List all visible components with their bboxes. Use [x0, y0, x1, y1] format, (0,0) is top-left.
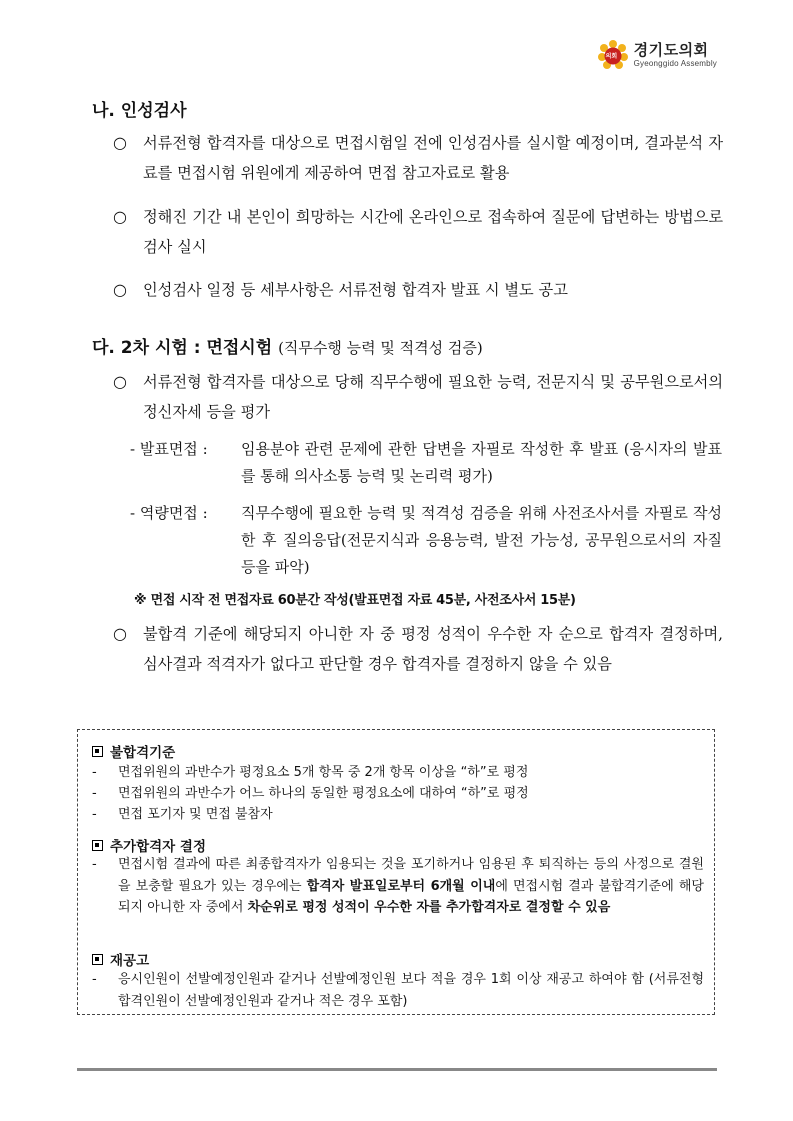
box-item-text: 면접위원의 과반수가 평정요소 5개 항목 중 2개 항목 이상을 “하”로 평정 [118, 765, 529, 780]
assembly-seal-icon [598, 40, 628, 70]
list-item-text: 서류전형 합격자를 대상으로 면접시험일 전에 인성검사를 실시할 예정이며, 결과분석 자료를 면접시험 위원에게 제공하여 면접 참고자료로 활용 [143, 134, 723, 182]
box-heading-additional-pass [92, 835, 206, 855]
box-item [92, 783, 704, 805]
list-item [113, 202, 723, 262]
dash-mark: - [92, 857, 97, 872]
circle-bullet-icon: ○ [113, 624, 127, 643]
box-item-text: 응시인원이 선발예정인원과 같거나 선발예정인원 보다 적을 경우 1회 이상 재공고 하여야 함 (서류전형 합격인원이 선발예정인원과 같거나 적은 경우 포함) [118, 972, 704, 1009]
interview-subtitle: (직무수행 능력 및 적격성 검증) [278, 339, 483, 357]
assembly-logo [598, 40, 717, 70]
dash-mark: - [92, 807, 97, 822]
dash-body: 직무수행에 필요한 능력 및 적격성 검증을 위해 사전조사서를 자필로 작성한 후 질의응답(전문지식과 응용능력, 발전 가능성, 공무원으로서의 자질 등을 파악) [241, 504, 722, 576]
section-title-interview [92, 333, 483, 358]
list-item-text: 인성검사 일정 등 세부사항은 서류전형 합격자 발표 시 별도 공고 [143, 281, 568, 299]
interview-type-competency [130, 500, 722, 581]
box-heading-re-announcement [92, 949, 149, 969]
circle-bullet-icon: ○ [113, 372, 127, 391]
dash-label: - 발표면접 : [130, 440, 208, 458]
criteria-box [77, 729, 715, 1015]
box-item [92, 969, 704, 1012]
box-heading-text: 추가합격자 결정 [110, 839, 206, 855]
list-item [113, 128, 723, 188]
box-item-text: 면접 포기자 및 면접 불참자 [118, 807, 273, 822]
list-item-text: 서류전형 합격자를 대상으로 당해 직무수행에 필요한 능력, 전문지식 및 공무원으로서의 정신자세 등을 평가 [143, 373, 723, 421]
square-bullet-icon [92, 954, 103, 965]
list-item-text: 정해진 기간 내 본인이 희망하는 시간에 온라인으로 접속하여 질문에 답변하는 방법으로 검사 실시 [143, 208, 723, 256]
dash-body: 임용분야 관련 문제에 관한 답변을 자필로 작성한 후 발표 (응시자의 발표를 통해 의사소통 능력 및 논리력 평가) [241, 440, 722, 485]
dash-mark: - [92, 786, 97, 801]
dash-label: - 역량면접 : [130, 504, 208, 522]
seal-text: 의회 [605, 53, 618, 60]
square-bullet-icon [92, 746, 103, 757]
box-item [92, 854, 704, 919]
box-item-text: 면접시험 결과에 따른 최종합격자가 임용되는 것을 포기하거나 임용된 후 퇴직하는 등의 사정으로 결원을 보충할 필요가 있는 경우에는 합격자 발표일로부터 6개월 이내에 면접시험 결과 불합격기준에 해당되지 아니한 자 중에서 차순위로 평정 성적이 우수한 자를 추가합격자로 결정할 수 있음 [118, 857, 704, 915]
interview-title: 다. 2차 시험 : 면접시험 [92, 338, 273, 358]
logo-korean-text: 경기도의회 [633, 40, 709, 59]
interview-note: ※ 면접 시작 전 면접자료 60분간 작성(발표면접 자료 45분, 사전조사서 15분) [134, 593, 576, 608]
circle-bullet-icon: ○ [113, 280, 127, 299]
square-bullet-icon [92, 840, 103, 851]
dash-mark: - [92, 765, 97, 780]
circle-bullet-icon: ○ [113, 207, 127, 226]
list-item [113, 619, 723, 679]
interview-type-presentation [130, 436, 722, 490]
box-heading-fail-criteria [92, 741, 175, 761]
dash-mark: - [92, 972, 97, 987]
box-item [92, 804, 704, 826]
box-heading-text: 불합격기준 [110, 745, 176, 761]
logo-english-text: Gyeonggido Assembly [633, 58, 717, 68]
circle-bullet-icon: ○ [113, 133, 127, 152]
box-item [92, 762, 704, 784]
footer-divider [77, 1068, 717, 1071]
list-item-text: 불합격 기준에 해당되지 아니한 자 중 평정 성적이 우수한 자 순으로 합격자 결정하며, 심사결과 적격자가 없다고 판단할 경우 합격자를 결정하지 않을 수 있음 [143, 625, 723, 673]
list-item [113, 367, 723, 427]
box-heading-text: 재공고 [110, 953, 150, 969]
box-item-text: 면접위원의 과반수가 어느 하나의 동일한 평정요소에 대하여 “하”로 평정 [118, 786, 529, 801]
list-item [113, 275, 723, 305]
section-title-personality-test: 나. 인성검사 [92, 101, 187, 121]
